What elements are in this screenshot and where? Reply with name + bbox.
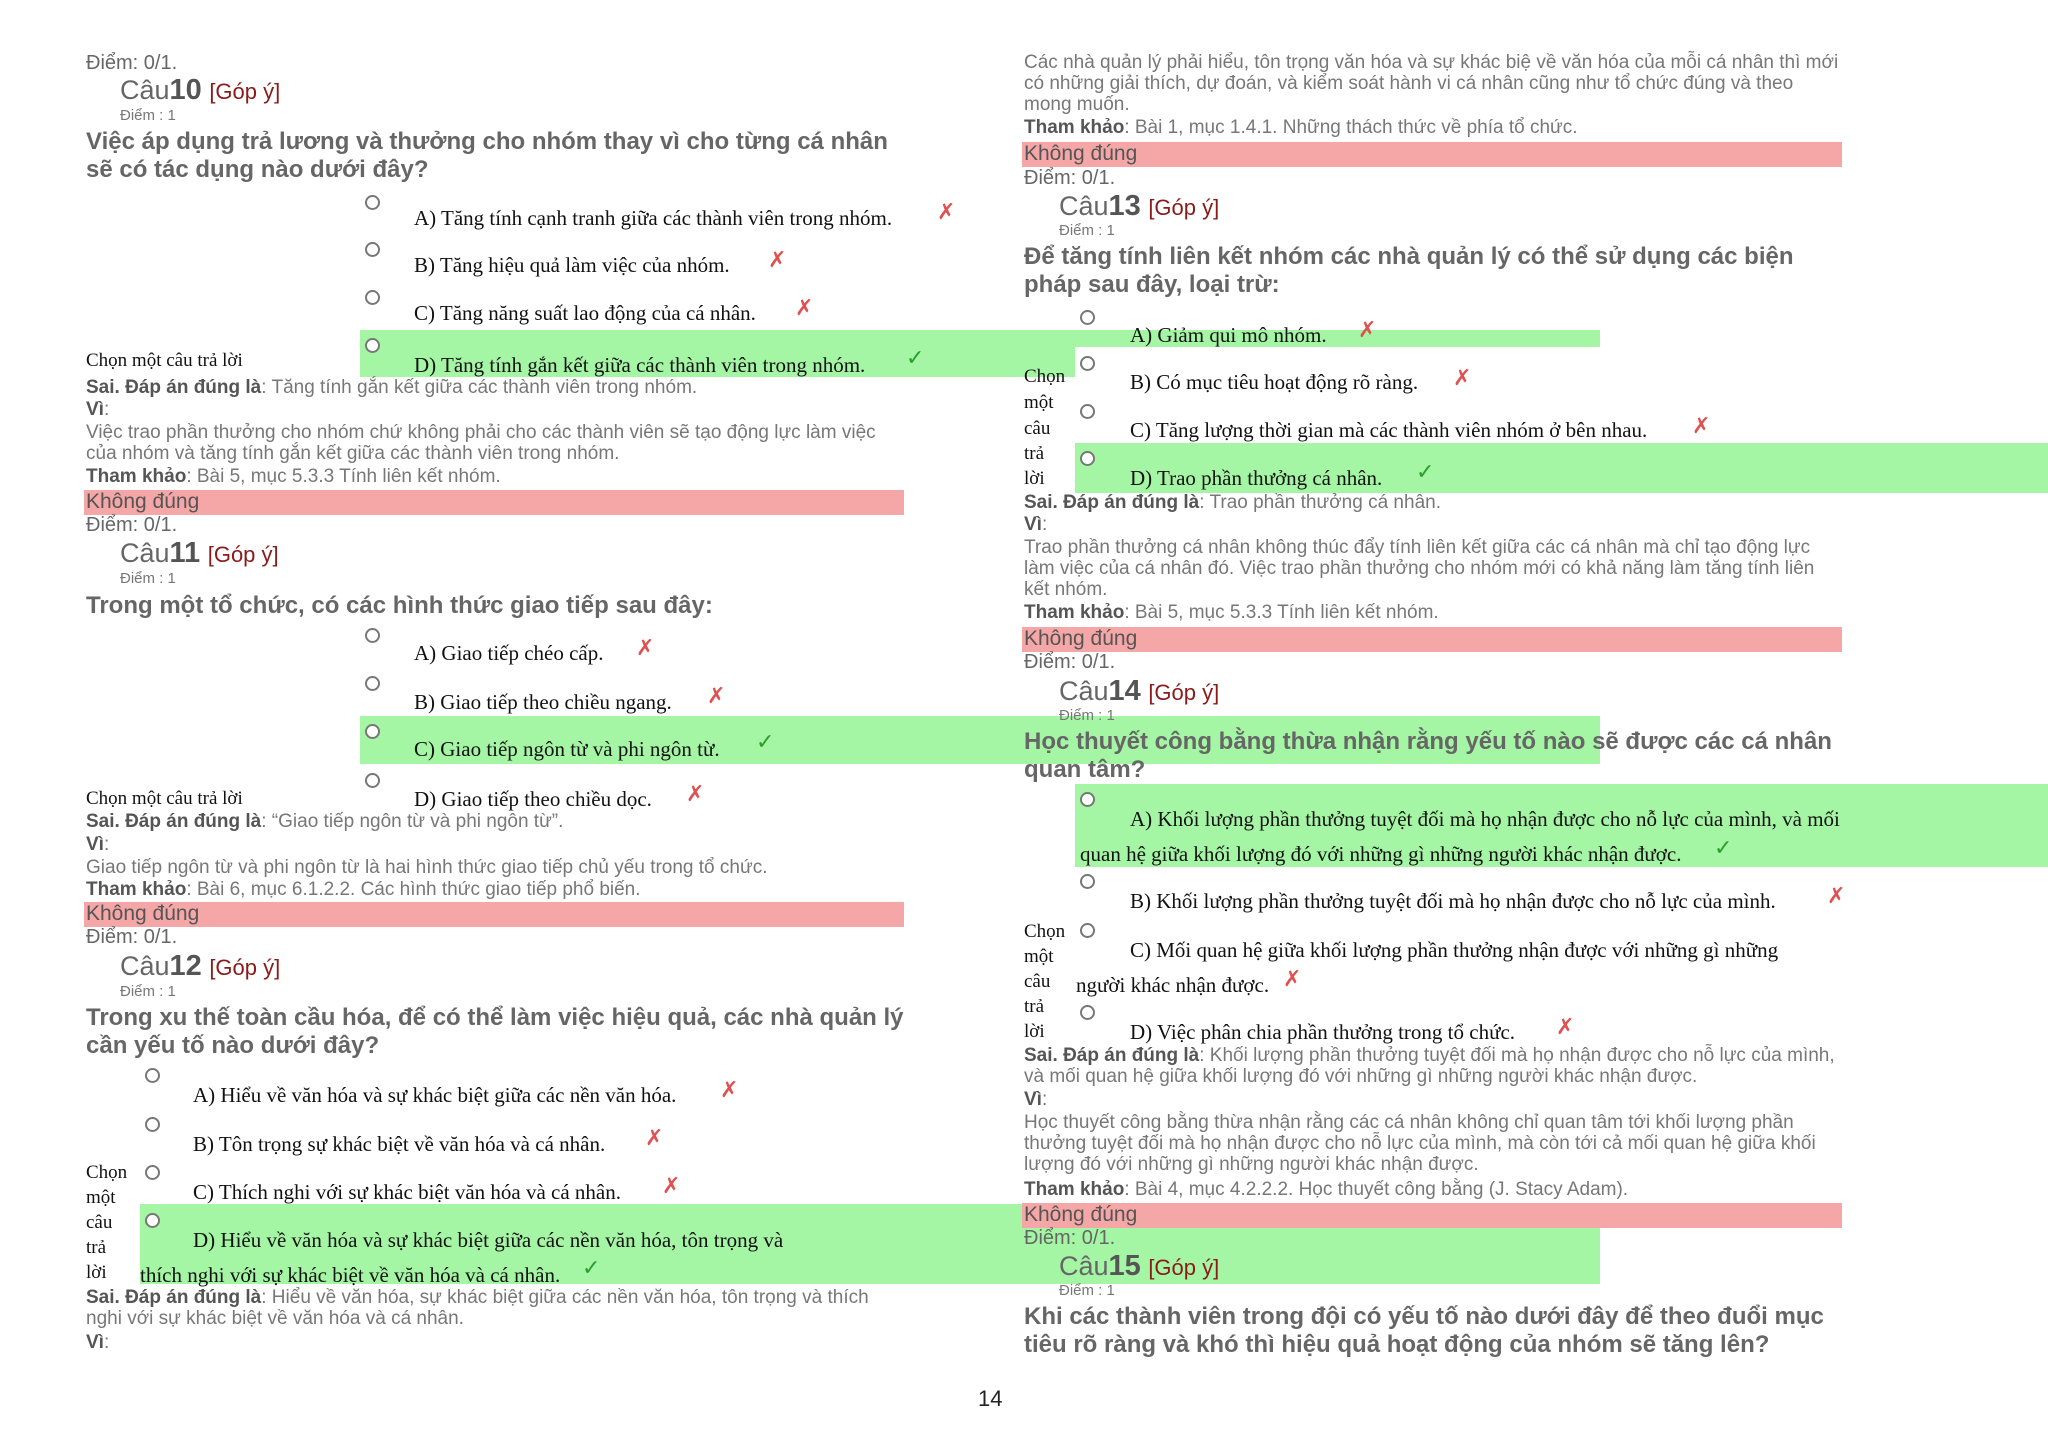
option-b: B) Tôn trọng sự khác biệt về văn hóa và cá nhân. xyxy=(193,1132,606,1156)
option-a: A) Hiểu về văn hóa và sự khác biệt giữa các nền văn hóa. xyxy=(193,1083,677,1107)
result-bar xyxy=(1022,1203,1842,1228)
answer-line: Sai. Đáp án đúng là: Hiểu về văn hóa, sự khác biệt giữa các nền văn hóa, tôn trọng và thích nghi với sự khác biệt về văn hóa và cá nhân. xyxy=(86,1287,869,1329)
x-icon: ✗ xyxy=(686,782,705,807)
reference: Tham khảo: Bài 4, mục 4.2.2.2. Học thuyết công bằng (J. Stacy Adam). xyxy=(1024,1179,1629,1200)
reason-label: Vì: xyxy=(86,1332,110,1353)
feedback-link[interactable]: [Góp ý] xyxy=(209,955,281,980)
question-title: Câu13 [Góp ý] xyxy=(1059,190,1220,222)
reason-label: Vì: xyxy=(86,834,110,855)
result-wrong: Không đúng xyxy=(1024,627,1138,650)
question-title: Câu11 [Góp ý] xyxy=(120,537,279,569)
option-b: B) Có mục tiêu hoạt động rõ ràng. xyxy=(1130,370,1419,394)
radio-option-d[interactable] xyxy=(365,338,380,353)
points-label: Điểm : 1 xyxy=(120,107,176,124)
question-title: Câu15 [Góp ý] xyxy=(1059,1250,1220,1282)
radio-option-b[interactable] xyxy=(1080,874,1095,889)
score: Điểm: 0/1. xyxy=(1024,1227,1116,1249)
points-label: Điểm : 1 xyxy=(1059,222,1115,239)
reason-label: Vì: xyxy=(86,399,110,420)
check-icon: ✓ xyxy=(756,730,775,755)
radio-option-d[interactable] xyxy=(1080,451,1095,466)
option-a: A) Tăng tính cạnh tranh giữa các thành viên trong nhóm. xyxy=(414,206,893,230)
radio-option-c[interactable] xyxy=(1080,404,1095,419)
radio-option-a[interactable] xyxy=(1080,310,1095,325)
option-d: D) Tăng tính gắn kết giữa các thành viên trong nhóm. xyxy=(414,353,866,377)
x-icon: ✗ xyxy=(1453,366,1472,391)
x-icon: ✗ xyxy=(720,1078,739,1103)
answer-line: Sai. Đáp án đúng là: Trao phần thưởng cá nhân. xyxy=(1024,492,1441,513)
reference: Tham khảo: Bài 1, mục 1.4.1. Những thách thức về phía tổ chức. xyxy=(1024,117,1578,138)
points-label: Điểm : 1 xyxy=(120,983,176,1000)
option-b: B) Khối lượng phần thưởng tuyệt đối mà họ nhận được cho nỗ lực của mình. xyxy=(1130,889,1776,913)
check-icon: ✓ xyxy=(582,1256,601,1281)
option-a-continued: quan hệ giữa khối lượng đó với những gì những người khác nhận được. xyxy=(1080,842,1682,866)
reason-text: Các nhà quản lý phải hiểu, tôn trọng văn hóa và sự khác biệ về văn hóa của mỗi cá nhân thì mới có những giải thích, dự đoán, và kiểm soát hành vi cá nhân cũng như tổ chức đúng và theo mong muốn. xyxy=(1024,52,1839,115)
question-text: Trong xu thế toàn cầu hóa, để có thể làm việc hiệu quả, các nhà quản lý cần yếu tố nào dưới đây? xyxy=(86,1004,904,1059)
x-icon: ✗ xyxy=(707,684,726,709)
choose-word: lời xyxy=(1024,468,1045,489)
option-b: B) Giao tiếp theo chiều ngang. xyxy=(414,690,672,714)
option-a: A) Giao tiếp chéo cấp. xyxy=(414,641,604,665)
option-c-continued: người khác nhận được. xyxy=(1076,973,1270,997)
radio-option-b[interactable] xyxy=(365,676,380,691)
option-a: A) Giảm qui mô nhóm. xyxy=(1130,323,1327,347)
points-label: Điểm : 1 xyxy=(1059,707,1115,724)
check-icon: ✓ xyxy=(1714,836,1733,861)
reason-label: Vì: xyxy=(1024,514,1048,535)
answer-line: Sai. Đáp án đúng là: Tăng tính gắn kết giữa các thành viên trong nhóm. xyxy=(86,377,698,398)
reason-label: Vì: xyxy=(1024,1089,1048,1110)
x-icon: ✗ xyxy=(1283,967,1302,992)
radio-option-a[interactable] xyxy=(365,195,380,210)
radio-option-c[interactable] xyxy=(1080,923,1095,938)
choose-label: Chọn một câu trả lời xyxy=(86,350,243,371)
x-icon: ✗ xyxy=(645,1126,664,1151)
reason-text: Giao tiếp ngôn từ và phi ngôn từ là hai hình thức giao tiếp chủ yếu trong tổ chức. xyxy=(86,857,768,878)
question-title: Câu10 [Góp ý] xyxy=(120,74,281,106)
choose-word: trả xyxy=(1024,996,1045,1017)
score: Điểm: 0/1. xyxy=(1024,651,1116,673)
x-icon: ✗ xyxy=(1556,1015,1575,1040)
reason-text: Học thuyết công bằng thừa nhận rằng các cá nhân không chỉ quan tâm tới khối lượng phần thưởng tuyệt đối mà họ nhận được cho nỗ lực của mình, mà còn tới cả mối quan hệ giữa khối lượng đó với những gì những người khác nhận được. xyxy=(1024,1112,1816,1175)
option-c: C) Tăng lượng thời gian mà các thành viên nhóm ở bên nhau. xyxy=(1130,418,1648,442)
radio-option-b[interactable] xyxy=(365,242,380,257)
radio-option-a[interactable] xyxy=(145,1068,160,1083)
page-number: 14 xyxy=(978,1386,1003,1411)
choose-word: một xyxy=(1024,392,1054,413)
result-wrong: Không đúng xyxy=(1024,142,1138,165)
reason-text: Trao phần thưởng cá nhân không thúc đẩy tính liên kết giữa các cá nhân mà chỉ tạo động lực làm việc của cá nhân đó. Việc trao phần thưởng cho nhóm mới có khả năng làm tăng tính liên kết nhóm. xyxy=(1024,537,1815,600)
score: Điểm: 0/1. xyxy=(86,514,178,536)
points-label: Điểm : 1 xyxy=(120,570,176,587)
option-b: B) Tăng hiệu quả làm việc của nhóm. xyxy=(414,253,730,277)
feedback-link[interactable]: [Góp ý] xyxy=(1148,680,1220,705)
score: Điểm: 0/1. xyxy=(1024,167,1116,189)
radio-option-a[interactable] xyxy=(365,628,380,643)
result-wrong: Không đúng xyxy=(86,902,200,925)
choose-word: trả xyxy=(1024,443,1045,464)
option-c: C) Tăng năng suất lao động của cá nhân. xyxy=(414,301,756,325)
answer-line: Sai. Đáp án đúng là: Khối lượng phần thưởng tuyệt đối mà họ nhận được cho nỗ lực của mình, và mối quan hệ giữa khối lượng đó với những gì những người khác nhận được. xyxy=(1024,1045,1835,1087)
choose-word: một xyxy=(1024,946,1054,967)
option-a: A) Khối lượng phần thưởng tuyệt đối mà họ nhận được cho nỗ lực của mình, và mối xyxy=(1130,807,1840,831)
radio-option-d[interactable] xyxy=(365,773,380,788)
radio-option-b[interactable] xyxy=(1080,356,1095,371)
choose-word: trả xyxy=(86,1237,107,1258)
check-icon: ✓ xyxy=(906,346,925,371)
choose-word: một xyxy=(86,1187,116,1208)
option-c: C) Thích nghi với sự khác biệt văn hóa và cá nhân. xyxy=(193,1180,621,1204)
reference: Tham khảo: Bài 5, mục 5.3.3 Tính liên kết nhóm. xyxy=(86,466,501,487)
result-bar xyxy=(84,902,904,927)
option-c: C) Giao tiếp ngôn từ và phi ngôn từ. xyxy=(414,737,720,761)
choose-word: câu xyxy=(1024,418,1051,439)
choose-word: Chọn xyxy=(1024,921,1066,942)
radio-option-c[interactable] xyxy=(365,724,380,739)
radio-option-c[interactable] xyxy=(365,290,380,305)
x-icon: ✗ xyxy=(1358,318,1377,343)
question-title: Câu14 [Góp ý] xyxy=(1059,675,1220,707)
feedback-link[interactable]: [Góp ý] xyxy=(1148,1255,1220,1280)
result-bar xyxy=(84,490,904,515)
radio-option-a[interactable] xyxy=(1080,792,1095,807)
feedback-link[interactable]: [Góp ý] xyxy=(209,79,281,104)
result-wrong: Không đúng xyxy=(86,490,200,513)
result-wrong: Không đúng xyxy=(1024,1203,1138,1226)
question-text: Việc áp dụng trả lương và thưởng cho nhóm thay vì cho từng cá nhân sẽ có tác dụng nào dưới đây? xyxy=(86,128,888,183)
question-text: Học thuyết công bằng thừa nhận rằng yếu tố nào sẽ được các cá nhân quan tâm? xyxy=(1024,728,1832,783)
question-title: Câu12 [Góp ý] xyxy=(120,950,281,982)
option-d: D) Trao phần thưởng cá nhân. xyxy=(1130,466,1383,490)
radio-option-c[interactable] xyxy=(145,1165,160,1180)
choose-word: Chọn xyxy=(1024,366,1066,387)
question-text: Khi các thành viên trong đội có yếu tố nào dưới đây để theo đuổi mục tiêu rõ ràng và khó thì hiệu quả hoạt động của nhóm sẽ tăng lên? xyxy=(1024,1303,1824,1358)
feedback-link[interactable]: [Góp ý] xyxy=(207,542,279,567)
answer-line: Sai. Đáp án đúng là: “Giao tiếp ngôn từ và phi ngôn từ”. xyxy=(86,811,564,832)
option-d: D) Hiểu về văn hóa và sự khác biệt giữa các nền văn hóa, tôn trọng và xyxy=(193,1228,784,1252)
option-d-continued: thích nghi với sự khác biệt về văn hóa và cá nhân. xyxy=(140,1263,561,1287)
x-icon: ✗ xyxy=(768,248,787,273)
result-bar xyxy=(1022,142,1842,167)
x-icon: ✗ xyxy=(1692,414,1711,439)
check-icon: ✓ xyxy=(1416,460,1435,485)
option-d: D) Giao tiếp theo chiều dọc. xyxy=(414,787,652,811)
choose-word: lời xyxy=(86,1262,107,1283)
question-text: Trong một tổ chức, có các hình thức giao tiếp sau đây: xyxy=(86,592,713,619)
x-icon: ✗ xyxy=(795,296,814,321)
reference: Tham khảo: Bài 6, mục 6.1.2.2. Các hình thức giao tiếp phổ biến. xyxy=(86,879,641,900)
radio-option-b[interactable] xyxy=(145,1117,160,1132)
radio-option-d[interactable] xyxy=(1080,1005,1095,1020)
x-icon: ✗ xyxy=(662,1174,681,1199)
option-c: C) Mối quan hệ giữa khối lượng phần thưởng nhận được với những gì những xyxy=(1130,938,1779,962)
choose-word: câu xyxy=(1024,971,1051,992)
points-label: Điểm : 1 xyxy=(1059,1282,1115,1299)
radio-option-d[interactable] xyxy=(145,1213,160,1228)
question-text: Để tăng tính liên kết nhóm các nhà quản lý có thể sử dụng các biện pháp sau đây, loại trừ: xyxy=(1024,243,1794,298)
choose-word: Chọn xyxy=(86,1162,128,1183)
result-bar xyxy=(1022,627,1842,652)
reference: Tham khảo: Bài 5, mục 5.3.3 Tính liên kết nhóm. xyxy=(1024,602,1439,623)
choose-word: lời xyxy=(1024,1021,1045,1042)
option-d: D) Việc phân chia phần thưởng trong tổ chức. xyxy=(1130,1020,1516,1044)
choose-word: câu xyxy=(86,1212,113,1233)
x-icon: ✗ xyxy=(636,636,655,661)
x-icon: ✗ xyxy=(937,200,956,225)
feedback-link[interactable]: [Góp ý] xyxy=(1148,195,1220,220)
choose-label: Chọn một câu trả lời xyxy=(86,788,243,809)
x-icon: ✗ xyxy=(1827,884,1846,909)
score: Điểm: 0/1. xyxy=(86,926,178,948)
score: Điểm: 0/1. xyxy=(86,52,178,74)
reason-text: Việc trao phần thưởng cho nhóm chứ không phải cho các thành viên sẽ tạo động lực làm việc của nhóm và tăng tính gắn kết giữa các thành viên trong nhóm. xyxy=(86,422,876,464)
